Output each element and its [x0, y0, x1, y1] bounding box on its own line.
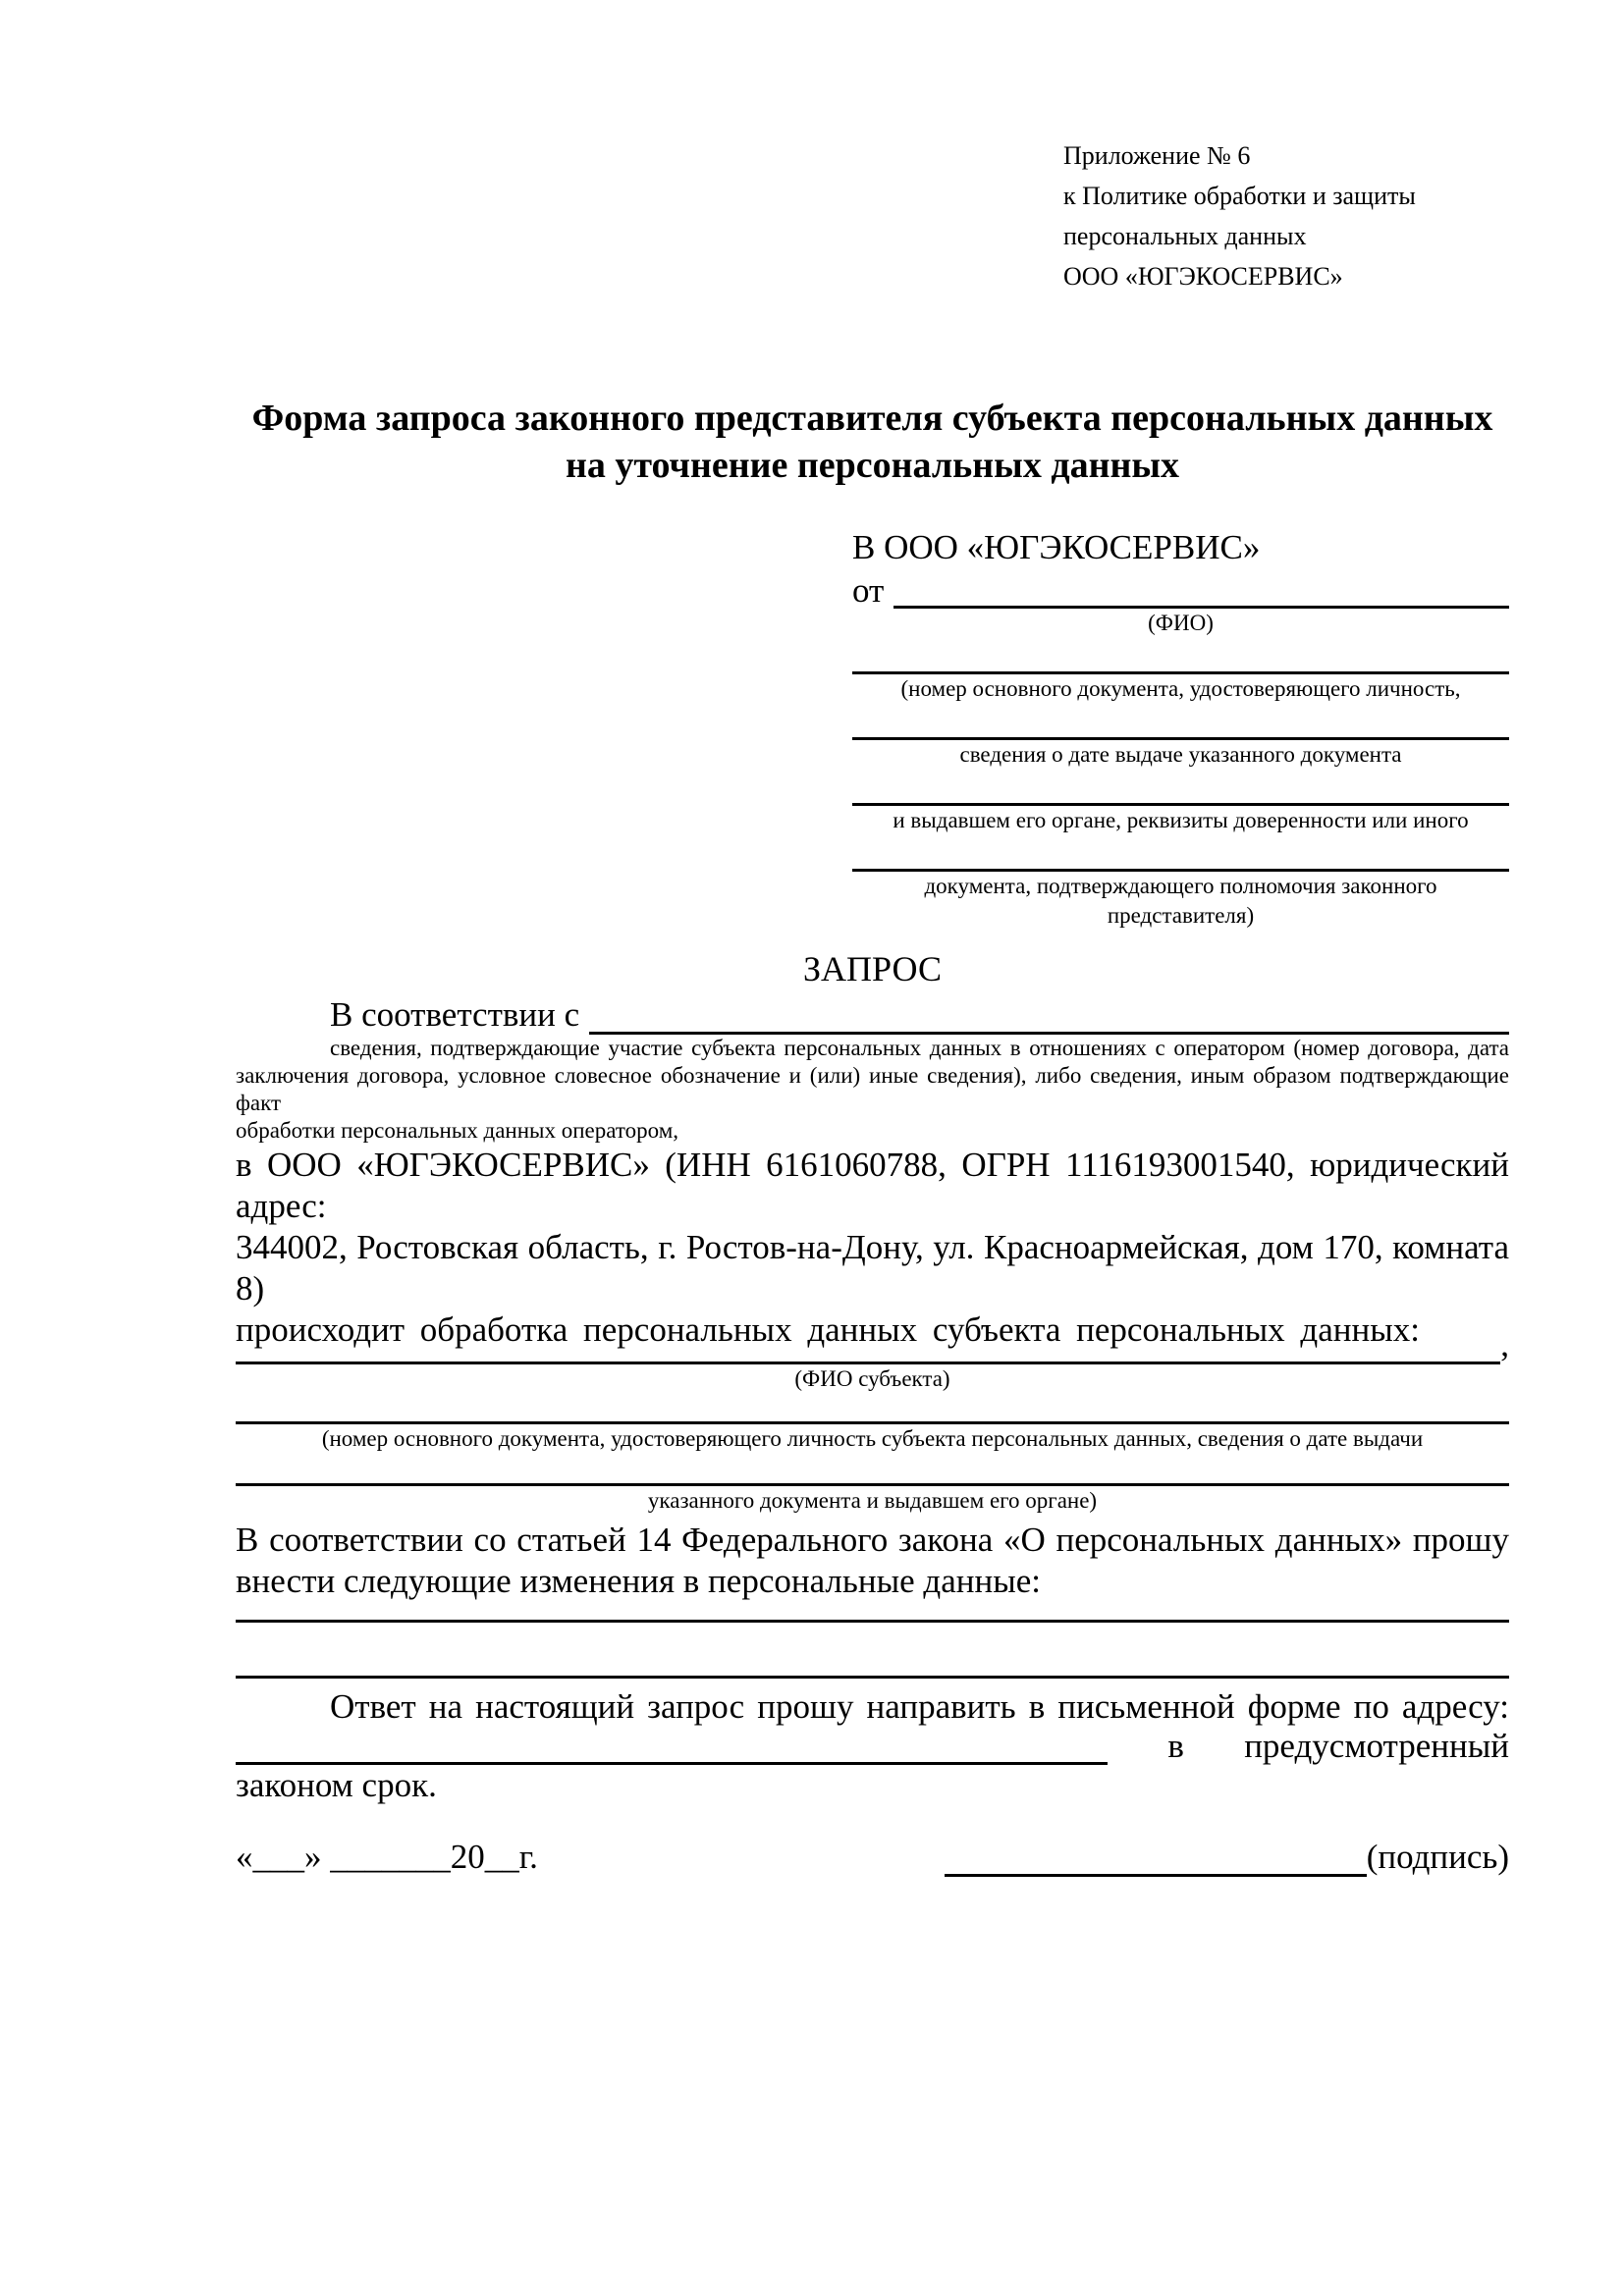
subject-fio-caption: (ФИО субъекта): [794, 1366, 950, 1391]
request-heading: ЗАПРОС: [803, 949, 942, 988]
footnote-line: заключения договора, условное словесное обозначение и (или) иные сведения), либо сведения, иным образом подтверждающие факт: [236, 1063, 1509, 1115]
signature-group: [945, 1838, 1509, 1877]
representative-doc-caption-1: (номер основного документа, удостоверяющего личность,: [900, 676, 1461, 701]
basis-row: [236, 991, 1509, 1035]
representative-doc-fill-line-2: [852, 704, 1509, 740]
operator-paragraph-line: происходит обработка персональных данных субъекта персональных данных:: [236, 1310, 1420, 1349]
appendix-line: персональных данных: [1063, 222, 1307, 250]
reply-closing: законом срок.: [236, 1766, 437, 1804]
operator-paragraph: [236, 1145, 1509, 1351]
basis-label: В соответствии с: [330, 995, 580, 1034]
date-signature-row: [236, 1838, 1509, 1877]
representative-doc-caption-3: и выдавшем его органе, реквизиты доверенности или иного: [893, 808, 1469, 832]
signature-line: [945, 1844, 1367, 1877]
subject-doc-caption-2: указанного документа и выдавшем его органе): [647, 1488, 1098, 1513]
from-row: [852, 569, 1509, 609]
appendix-line: Приложение № 6: [1063, 141, 1251, 170]
article-14-line: внести следующие изменения в персональные данные:: [236, 1562, 1041, 1600]
reply-paragraph: [236, 1686, 1509, 1806]
reply-word-predusmotrenny: предусмотренный: [1244, 1727, 1509, 1765]
form-title-line-2: на уточнение персональных данных: [565, 445, 1180, 486]
appendix-line: к Политике обработки и защиты: [1063, 182, 1416, 210]
representative-fio-fill-line: [893, 569, 1509, 609]
from-label: от: [852, 571, 885, 610]
subject-doc-fill-line-2: [236, 1454, 1509, 1486]
footnote-line: обработки персональных данных оператором,: [236, 1118, 678, 1143]
operator-paragraph-line: 344002, Ростовская область, г. Ростов-на-Дону, ул. Красноармейская, дом 170, комната 8): [236, 1228, 1509, 1308]
reply-word-v: в: [1167, 1727, 1184, 1765]
reply-address-fill-row: [236, 1728, 1509, 1765]
appendix-reference: [1063, 135, 1509, 296]
fio-caption: (ФИО): [1148, 611, 1214, 635]
subject-doc-fill-line-1: [236, 1394, 1509, 1424]
subject-doc-caption-1: (номер основного документа, удостоверяющего личность субъекта персональных данных, сведения о дате выдачи: [321, 1426, 1424, 1451]
changes-fill-line-1: [236, 1602, 1509, 1623]
form-title-line-1: Форма запроса законного представителя субъекта персональных данных: [251, 398, 1493, 439]
form-title: [236, 395, 1509, 489]
reply-address-line: Ответ на настоящий запрос прошу направить в письменной форме по адресу:: [330, 1687, 1509, 1726]
footnote-line: сведения, подтверждающие участие субъекта персональных данных в отношениях с оператором (номер договора, дата: [330, 1036, 1509, 1060]
representative-doc-fill-line-3: [852, 770, 1509, 806]
signature-caption: (подпись): [1366, 1838, 1509, 1876]
date-blank: «___» _______20__г.: [236, 1838, 538, 1876]
basis-fill-line: [589, 991, 1509, 1035]
article-14-paragraph: [236, 1520, 1509, 1602]
appendix-line: ООО «ЮГЭКОСЕРВИС»: [1063, 262, 1343, 291]
representative-doc-caption-2: сведения о дате выдаче указанного документа: [959, 742, 1402, 767]
subject-fio-comma: ,: [1500, 1325, 1509, 1363]
footnote-text: [236, 1035, 1509, 1145]
operator-paragraph-line: в ООО «ЮГЭКОСЕРВИС» (ИНН 6161060788, ОГРН 1116193001540, юридический адрес:: [236, 1146, 1509, 1225]
representative-doc-caption-4: документа, подтверждающего полномочия законного представителя): [924, 874, 1437, 928]
representative-doc-fill-line-4: [852, 835, 1509, 872]
representative-doc-fill-line-1: [852, 638, 1509, 674]
article-14-line: В соответствии со статьей 14 Федерального закона «О персональных данных» прошу: [236, 1521, 1509, 1559]
recipient-to: В ООО «ЮГЭКОСЕРВИС»: [852, 528, 1261, 566]
recipient-block: [852, 526, 1509, 931]
changes-fill-line-2: [236, 1623, 1509, 1679]
